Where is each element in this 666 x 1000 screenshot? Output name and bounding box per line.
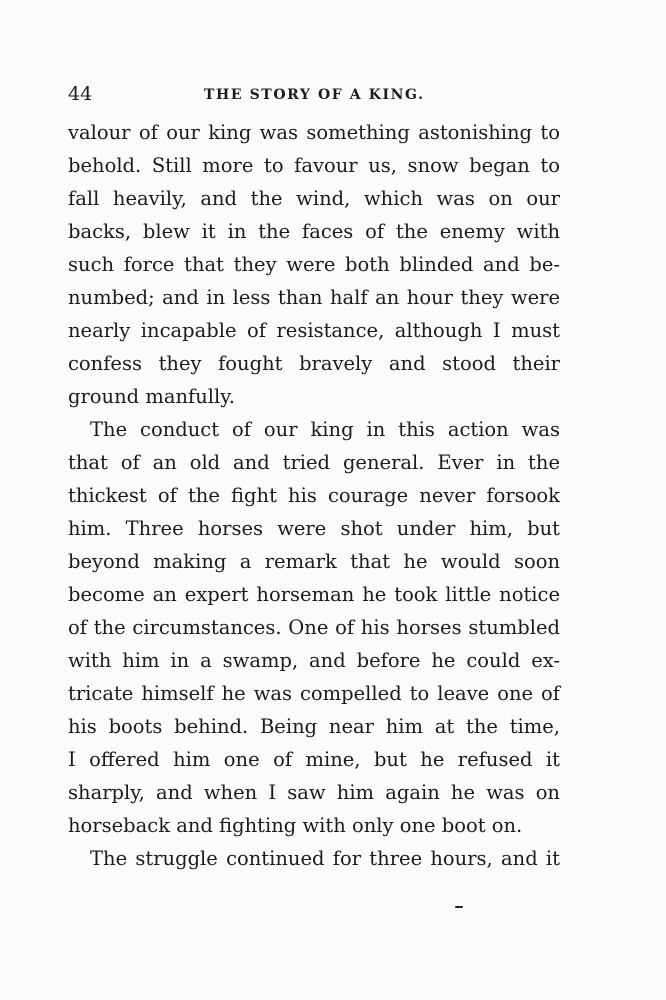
text-line: thickest of the fight his courage never forsook <box>68 484 560 507</box>
paragraph-first-line: The conduct of our king in this action was <box>90 418 560 441</box>
text-line: backs, blew it in the faces of the enemy with <box>68 220 560 243</box>
text-line: fall heavily, and the wind, which was on our <box>68 187 560 210</box>
running-head <box>68 82 560 106</box>
text-line: ground manfully. <box>68 385 235 408</box>
text-line: with him in a swamp, and before he could ex- <box>68 649 560 672</box>
ink-mark <box>455 906 463 908</box>
text-line: behold. Still more to favour us, snow began to <box>68 154 560 177</box>
text-line: that of an old and tried general. Ever in the <box>68 451 560 474</box>
paragraph-first-line: The struggle continued for three hours, and it <box>90 847 560 870</box>
page-number: 44 <box>68 83 93 105</box>
text-line: sharply, and when I saw him again he was on <box>68 781 560 804</box>
text-line: such force that they were both blinded and be- <box>68 253 560 276</box>
text-line: confess they fought bravely and stood their <box>68 352 560 375</box>
text-line: horseback and fighting with only one boot on. <box>68 814 523 837</box>
text-line: his boots behind. Being near him at the time, <box>68 715 560 738</box>
running-title: THE STORY OF A KING. <box>204 87 425 103</box>
text-line: tricate himself he was compelled to leave one of <box>68 682 560 705</box>
text-line: I offered him one of mine, but he refused it <box>68 748 560 771</box>
text-line: of the circumstances. One of his horses stumbled <box>68 616 560 639</box>
text-line: valour of our king was something astonishing to <box>68 121 560 144</box>
text-line: beyond making a remark that he would soon <box>68 550 560 573</box>
body-text <box>68 116 560 875</box>
text-line: become an expert horseman he took little notice <box>68 583 560 606</box>
text-line: nearly incapable of resistance, although I must <box>68 319 560 342</box>
text-line: him. Three horses were shot under him, but <box>68 517 560 540</box>
text-line: numbed; and in less than half an hour they were <box>68 286 560 309</box>
